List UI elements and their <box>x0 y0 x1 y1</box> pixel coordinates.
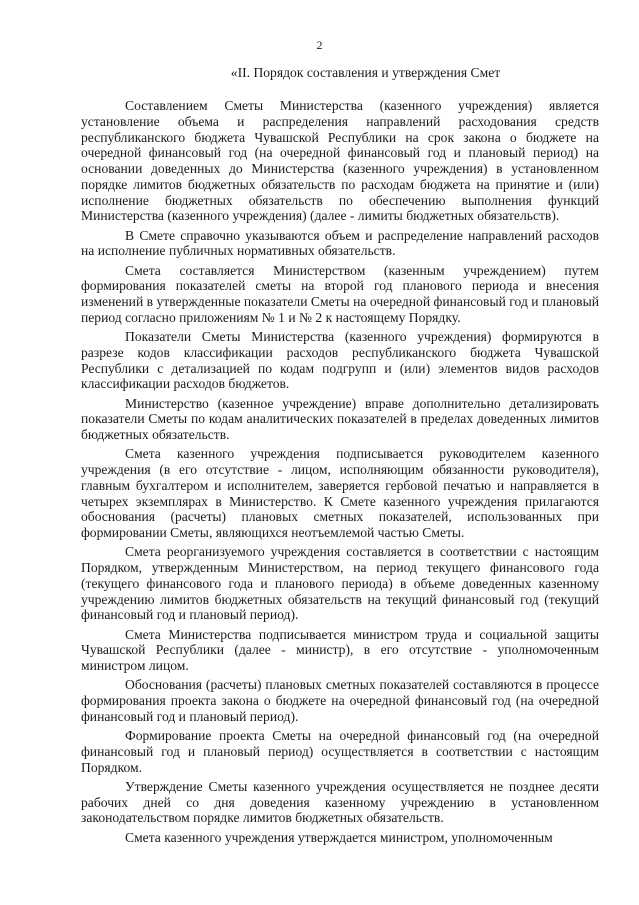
paragraph: Составлением Сметы Министерства (казенного учреждения) является установление объема и распределения направлений расходования средств республиканского бюджета Чувашской Республики на срок закона о бюджете на очередной финансовый год (на очередной финансовый год и плановый период) на основании доведенных до Министерства (казенного учреждения) в установленном порядке лимитов бюджетных обязательств по расходам бюджета на принятие и (или) исполнение бюджетных обязательств по обеспечению выполнения функций Министерства (казенного учреждения) (далее - лимиты бюджетных обязательств). <box>81 98 599 224</box>
paragraph: Показатели Сметы Министерства (казенного учреждения) формируются в разрезе кодов классификации расходов республиканского бюджета Чувашской Республики с детализацией по кодам подгрупп и (или) элементов видов расходов классификации расходов бюджетов. <box>81 329 599 392</box>
paragraph: Утверждение Сметы казенного учреждения осуществляется не позднее десяти рабочих дней со дня доведения казенному учреждению в установленном законодательством порядке лимитов бюджетных обязательств. <box>81 778 599 826</box>
page-number: 2 <box>316 38 323 52</box>
paragraph: Смета Министерства подписывается министром труда и социальной защиты Чувашской Республики (далее - министр), в его отсутствие - уполномоченным министром лицом. <box>81 626 599 673</box>
paragraph: Министерство (казенное учреждение) вправе дополнительно детализировать показатели Сметы по кодам аналитических показателей в пределах доведенных лимитов бюджетных обязательств. <box>81 395 599 442</box>
paragraph-truncated: Смета казенного учреждения утверждается министром, уполномоченным <box>125 829 553 845</box>
document-body <box>81 98 599 845</box>
paragraph: Обоснования (расчеты) плановых сметных показателей составляются в процессе формирования проекта закона о бюджете на очередной финансовый год (на очередной финансовый год и плановый период). <box>81 677 599 724</box>
paragraph: Смета реорганизуемого учреждения составляется в соответствии с настоящим Порядком, утвержденным Министерством, на период текущего финансового года (текущего финансового года и планового периода) в объеме доведенных казенному учреждению лимитов бюджетных обязательств на текущий финансовый год (текущий финансовый год и плановый период). <box>81 544 599 623</box>
paragraph: Смета составляется Министерством (казенным учреждением) путем формирования показателей сметы на второй год планового периода и внесения изменений в утвержденные показатели Сметы на очередной финансовый год и плановый период согласно приложениям № 1 и № 2 к настоящему Порядку. <box>81 262 599 325</box>
paragraph: В Смете справочно указываются объем и распределение направлений расходов на исполнение публичных нормативных обязательств. <box>81 227 599 259</box>
section-heading: «II. Порядок составления и утверждения Смет <box>230 65 501 80</box>
paragraph: Смета казенного учреждения подписывается руководителем казенного учреждения (в его отсутствие - лицом, исполняющим обязанности руководителя), главным бухгалтером и исполнителем, заверяется гербовой печатью и направляется в четырех экземплярах в Министерство. К Смете казенного учреждения прилагаются обоснования (расчеты) плановых сметных показателей, использованных при формировании Сметы, являющихся неотъемлемой частью Сметы. <box>81 446 599 540</box>
paragraph: Формирование проекта Сметы на очередной финансовый год (на очередной финансовый год и плановый период) осуществляется в соответствии с настоящим Порядком. <box>81 728 599 775</box>
